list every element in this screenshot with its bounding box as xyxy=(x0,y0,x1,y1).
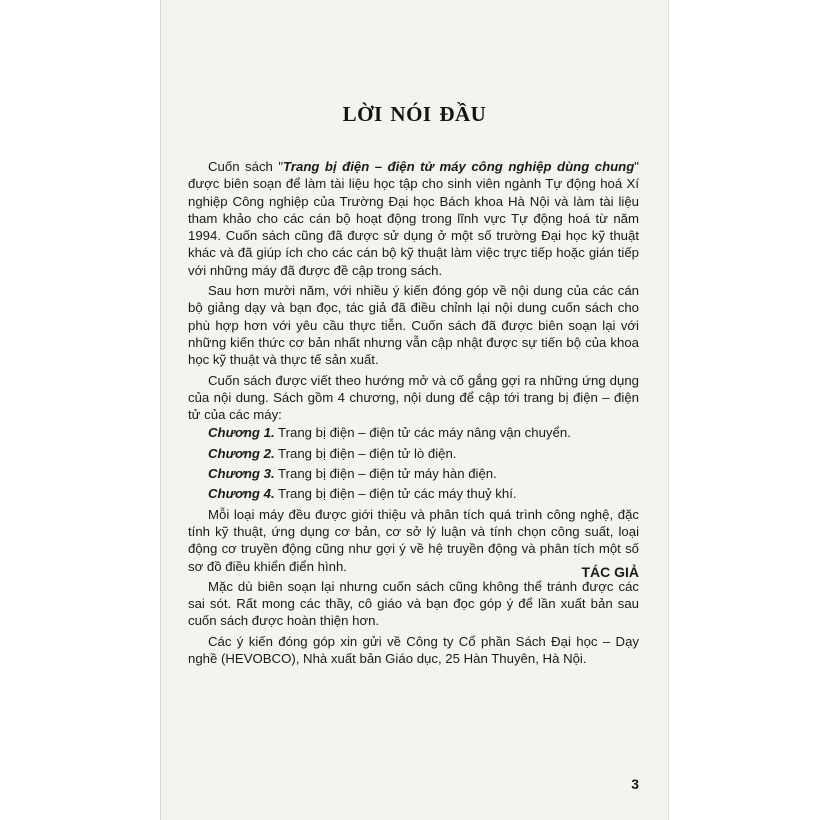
preface-body xyxy=(188,158,639,670)
book-page xyxy=(160,0,669,820)
intro-rest: " được biên soạn để làm tài liệu học tập cho sinh viên ngành Tự động hoá Xí nghiệp Công nghiệp của Trường Đại học Bách khoa Hà Nội và làm tài liệu tham khảo cho các cán bộ hoạt động trong lĩnh vực Tự động hoá từ năm 1994. Cuốn sách cũng đã được sử dụng ở một số trường Đại học kỹ thuật khác và đã giúp ích cho các cán bộ kỹ thuật làm việc trực tiếp hoặc gián tiếp với những máy đã được đề cập trong sách. xyxy=(188,159,639,278)
chapter-text: Trang bị điện – điện tử lò điện. xyxy=(274,445,457,461)
chapter-item xyxy=(208,465,639,482)
book-title: Trang bị điện – điện tử máy công nghiệp dùng chung xyxy=(283,159,635,174)
chapter-name: Chương 3. xyxy=(208,466,275,482)
chapter-text: Trang bị điện – điện tử các máy thuỷ khí. xyxy=(274,486,517,502)
page-title: LỜI NÓI ĐẦU xyxy=(342,102,487,126)
chapter-item xyxy=(208,445,639,462)
chapter-name: Chương 2. xyxy=(208,445,275,461)
page-number: 3 xyxy=(631,776,639,792)
chapter-name: Chương 4. xyxy=(208,486,275,502)
chapter-text: Trang bị điện – điện tử máy hàn điện. xyxy=(274,466,497,482)
paragraph-3: Cuốn sách được viết theo hướng mở và cố gắng gợi ra những ứng dụng của nội dung. Sách gồm 4 chương, nội dung để cập tới trang bị điện – điện tử của các máy: xyxy=(188,372,639,423)
intro-lead: Cuốn sách " xyxy=(208,159,284,174)
paragraph-4: Mỗi loại máy đều được giới thiệu và phân tích quá trình công nghệ, đặc tính kỹ thuật, ứng dụng cơ bản, cơ sở lý luận và tính chọn công suất, loại động cơ truyền động cũng như gợi ý về hệ truyền động và phân tích một số sơ đồ điều khiển điển hình. xyxy=(188,506,639,574)
paragraph-6: Các ý kiến đóng góp xin gửi về Công ty Cổ phần Sách Đại học – Dạy nghề (HEVOBCO), Nhà xuất bản Giáo dục, 25 Hàn Thuyên, Hà Nội. xyxy=(188,633,639,667)
chapter-name: Chương 1. xyxy=(208,425,275,441)
chapter-item xyxy=(208,424,639,441)
author-signature: TÁC GIẢ xyxy=(581,564,639,580)
paragraph-intro xyxy=(188,158,639,279)
paragraph-2: Sau hơn mười năm, với nhiều ý kiến đóng góp về nội dung của các cán bộ giảng dạy và bạn đọc, tác giả đã điều chỉnh lại nội dung cuốn sách cho phù hợp hơn với yêu cầu thực tiễn. Cuốn sách đã được biên soạn lại với những kiến thức cơ bản nhất nhưng vẫn cập nhật được sự tiến bộ của khoa học kỹ thuật và thực tế sản xuất. xyxy=(188,283,639,368)
chapter-item xyxy=(208,485,639,502)
paragraph-5: Mặc dù biên soạn lại nhưng cuốn sách cũng không thể tránh được các sai sót. Rất mong các thầy, cô giáo và bạn đọc góp ý để lần xuất bản sau cuốn sách được hoàn thiện hơn. xyxy=(188,578,639,629)
chapter-text: Trang bị điện – điện tử các máy nâng vận chuyển. xyxy=(274,425,571,441)
